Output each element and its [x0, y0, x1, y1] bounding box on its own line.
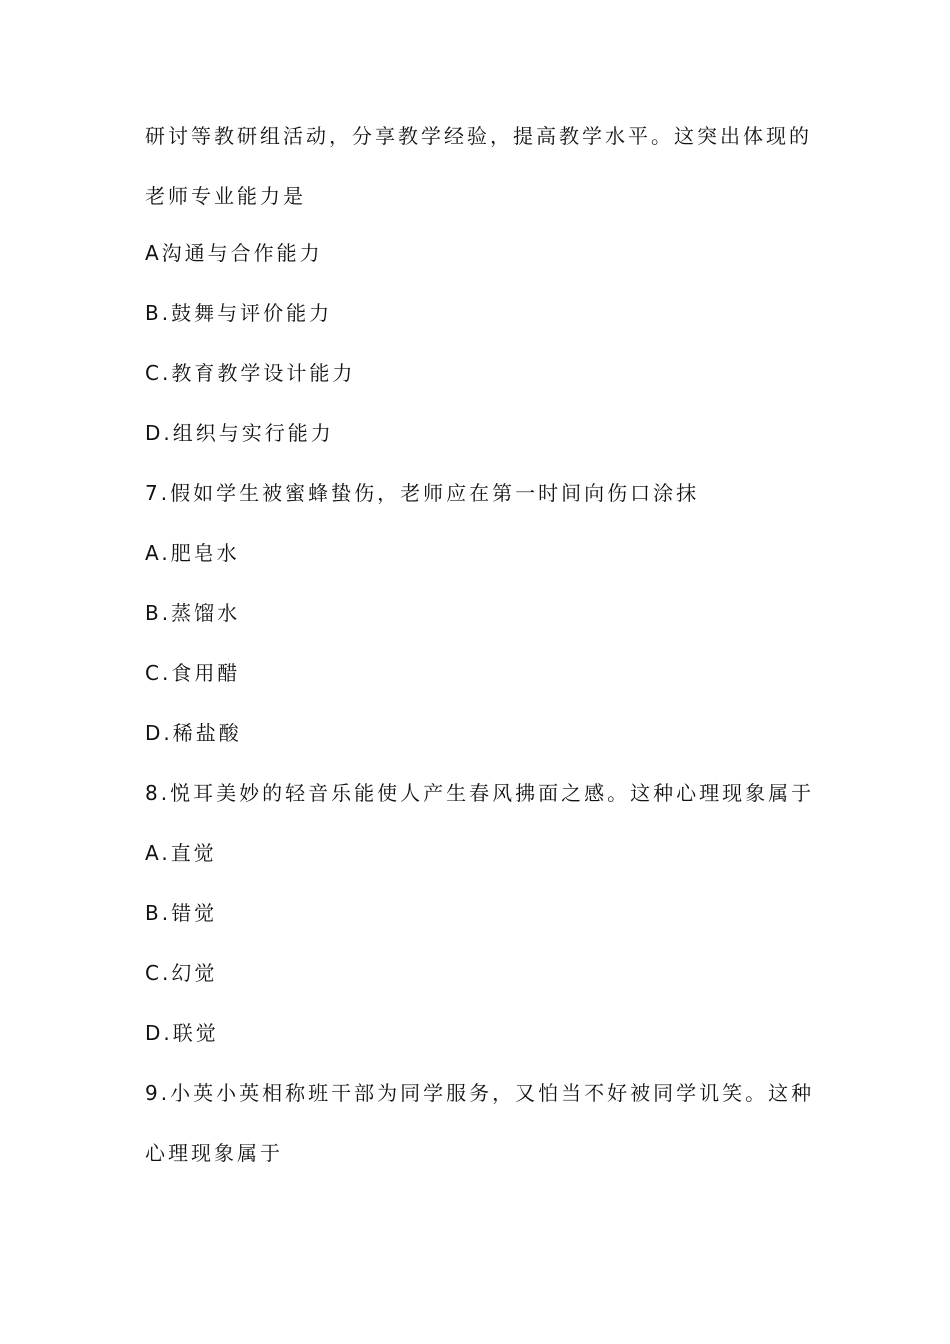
question-8-option-a: A.直觉: [145, 841, 217, 865]
question-9-stem-line-1: 9.小英小英相称班干部为同学服务，又怕当不好被同学讥笑。这种: [145, 1081, 815, 1105]
question-6-option-a: A沟通与合作能力: [145, 241, 323, 265]
question-7-option-c: C.食用醋: [145, 661, 241, 685]
question-8-option-d: D.联觉: [145, 1021, 219, 1045]
question-6-stem-line-2: 老师专业能力是: [145, 184, 306, 208]
question-6-option-d: D.组织与实行能力: [145, 421, 334, 445]
question-8-option-c: C.幻觉: [145, 961, 218, 985]
question-7-option-b: B.蒸馏水: [145, 601, 241, 625]
question-6-option-c: C.教育教学设计能力: [145, 361, 356, 385]
question-6-option-b: B.鼓舞与评价能力: [145, 301, 333, 325]
question-8-option-b: B.错觉: [145, 901, 218, 925]
question-7-option-a: A.肥皂水: [145, 541, 240, 565]
question-9-stem-line-2: 心理现象属于: [145, 1141, 283, 1165]
question-8-stem: 8.悦耳美妙的轻音乐能使人产生春风拂面之感。这种心理现象属于: [145, 781, 815, 805]
question-6-stem-line-1: 研讨等教研组活动，分享教学经验，提高教学水平。这突出体现的: [145, 124, 812, 148]
question-7-stem: 7.假如学生被蜜蜂蛰伤，老师应在第一时间向伤口涂抹: [145, 481, 700, 505]
question-7-option-d: D.稀盐酸: [145, 721, 242, 745]
